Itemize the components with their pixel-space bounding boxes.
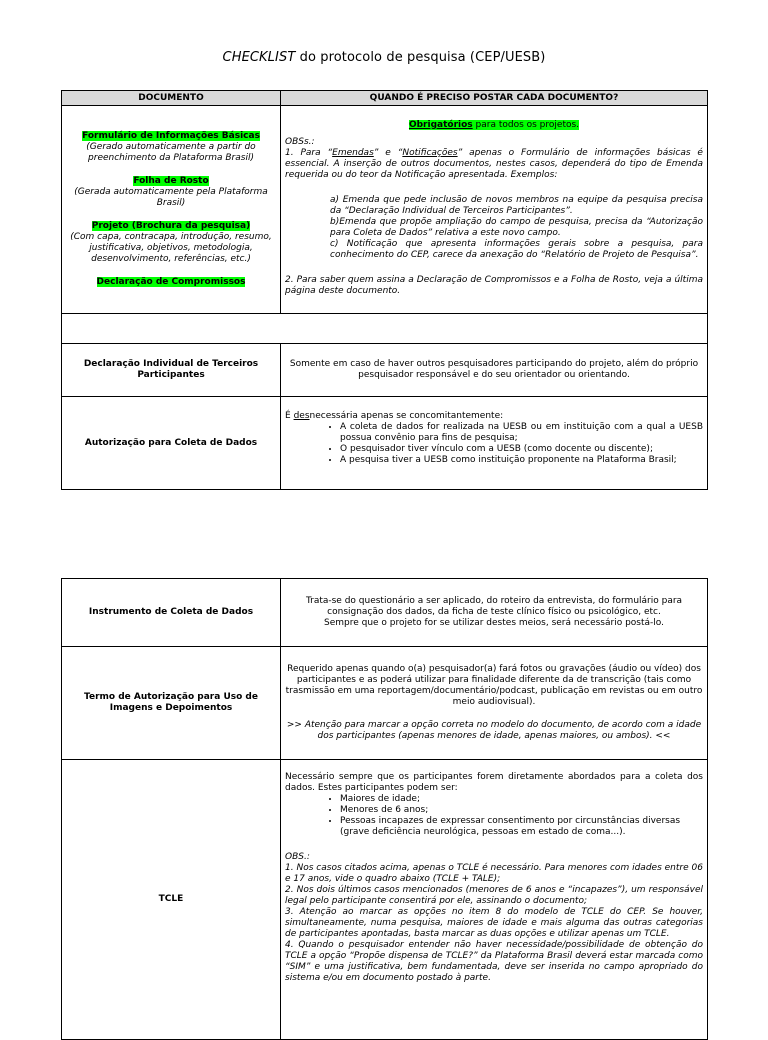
mandatory-documents-cell: Formulário de Informações Básicas (Gerado automaticamente a partir do preenchimento da Plataforma Brasil) Folha de Rosto (Gerada automaticamente pela Plataforma Brasil) Projeto (Brochura da pesquisa) (Com capa, contracapa, introdução, resumo, justificativa, objetivos, metodologia, desenvolvimento, referências, etc.) Declaração de Compromissos [62,106,281,314]
doc-projeto: Projeto (Brochura da pesquisa) [91,221,251,231]
checklist-table-1 [61,90,708,490]
list-item: • A coleta de dados for realizada na UESB ou em instituição com a qual a UESB possua convênio para fins de pesquisa; [340,422,703,444]
doc-tcle: TCLE [62,760,281,1040]
tcle-participants-list [285,794,703,838]
doc-declaracao: Declaração de Compromissos [96,277,246,287]
termo-imagens-description: Requerido apenas quando o(a) pesquisador(a) fará fotos ou gravações (áudio ou vídeo) dos participantes e as poderá utilizar para finalidade diferente da de transcrição (tais como trasmissão em uma reportagem/documentário/podcast, publicação em revistas ou em outro meio audiovisual). >> Atenção para marcar a opção correta no modelo do documento, de acordo com a idade dos participantes (apenas menores de idade, apenas maiores, ou ambos). << [281,647,708,760]
mandatory-description-cell: Obrigatórios para todos os projetos. OBSs.: 1. Para “Emendas” e “Notificações” apenas o Formulário de informações básicas é essencial. A inserção de outros documentos, nestes casos, dependerá do tipo de Emenda requerida ou do teor da Notificação apresentada. Exemplos: a) Emenda que pede inclusão de novos membros na equipe da pesquisa precisa da “Declaração Individual de Terceiros Participantes”. b)Emenda que propõe ampliação do campo de pesquisa, precisa da “Autorização para Coleta de Dados” relativa a este novo campo. c) Notificação que apresenta informações gerais sobre a pesquisa, para conhecimento do CEP, carece da anexação do “Relatório de Projeto de Pesquisa”. 2. Para saber quem assina a Declaração de Compromissos e a Folha de Rosto, veja a última página deste documento. [281,106,708,314]
doc-termo-imagens: Termo de Autorização para Uso de Imagens e Depoimentos [62,647,281,760]
doc-declaracao-terceiros: Declaração Individual de Terceiros Participantes [62,344,281,397]
page-title: CHECKLIST do protocolo de pesquisa (CEP/UESB) [222,50,546,65]
checklist-table-2 [61,578,708,1040]
list-item: • O pesquisador tiver vínculo com a UESB (como docente ou discente); [340,444,703,455]
obs-2: 2. Para saber quem assina a Declaração de Compromissos e a Folha de Rosto, veja a última página deste documento. [285,275,703,296]
autorizacao-coleta-description: É desnecessária apenas se concomitantemente: • A coleta de dados for realizada na UESB ou em instituição com a qual a UESB possua convênio para fins de pesquisa; • O pesquisador tiver vínculo com a UESB (como docente ou discente); • A pesquisa tiver a UESB como instituição proponente na Plataforma Brasil; [281,397,708,490]
autorizacao-conditions-list [285,422,703,466]
instrumento-coleta-description: Trata-se do questionário a ser aplicado, do roteiro da entrevista, do formulário para consignação dos dados, da ficha de teste clínico físico ou psicológico, etc. Sempre que o projeto for se utilizar destes meios, será necessário postá-lo. [281,579,708,647]
list-item: • Menores de 6 anos; [340,805,703,816]
obs-1: 1. Para “Emendas” e “Notificações” apenas o Formulário de informações básicas é essencial. A inserção de outros documentos, nestes casos, dependerá do tipo de Emenda requerida ou do teor da Notificação apresentada. Exemplos: [285,148,703,180]
list-item: • A pesquisa tiver a UESB como instituição proponente na Plataforma Brasil; [340,455,703,466]
column-header-documento: DOCUMENTO [62,91,281,106]
list-item: • Maiores de idade; [340,794,703,805]
declaracao-terceiros-description: Somente em caso de haver outros pesquisadores participando do projeto, além do próprio pesquisador responsável e do seu orientador ou orientando. [281,344,708,397]
tcle-description: Necessário sempre que os participantes forem diretamente abordados para a coleta dos dados. Estes participantes podem ser: • Maiores de idade; • Menores de 6 anos; • Pessoas incapazes de expressar consentimento por circunstâncias diversas (grave deficiência neurológica, pessoas em estado de coma...). OBS.: 1. Nos casos citados acima, apenas o TCLE é necessário. Para menores com idades entre 06 e 17 anos, vide o quadro abaixo (TCLE + TALE); 2. Nos dois últimos casos mencionados (menores de 6 anos e “incapazes”), um responsável legal pelo participante consentirá por ele, assinando o documento; 3. Atenção ao marcar as opções no item 8 do modelo de TCLE do CEP. Se houver, simultaneamente, numa pesquisa, maiores de idade e mais alguma das outras categorias de participantes apontadas, basta marcar as duas opções e utilizar apenas um TCLE. 4. Quando o pesquisador entender não haver necessidade/possibilidade de obtenção do TCLE a opção “Propõe dispensa de TCLE?” da Plataforma Brasil deverá estar marcada como “SIM” e uma justificativa, bem fundamentada, deve ser inserida no campo apropriado do sistema e/ou em documento postado à parte. [281,760,708,1040]
doc-instrumento-coleta: Instrumento de Coleta de Dados [62,579,281,647]
column-header-quando: QUANDO É PRECISO POSTAR CADA DOCUMENTO? [281,91,708,106]
list-item: • Pessoas incapazes de expressar consentimento por circunstâncias diversas (grave deficiência neurológica, pessoas em estado de coma...). [340,816,703,838]
doc-autorizacao-coleta: Autorização para Coleta de Dados [62,397,281,490]
doc-formulario: Formulário de Informações Básicas [82,131,260,141]
empty-row [62,314,708,344]
doc-folha-de-rosto: Folha de Rosto [133,176,209,186]
